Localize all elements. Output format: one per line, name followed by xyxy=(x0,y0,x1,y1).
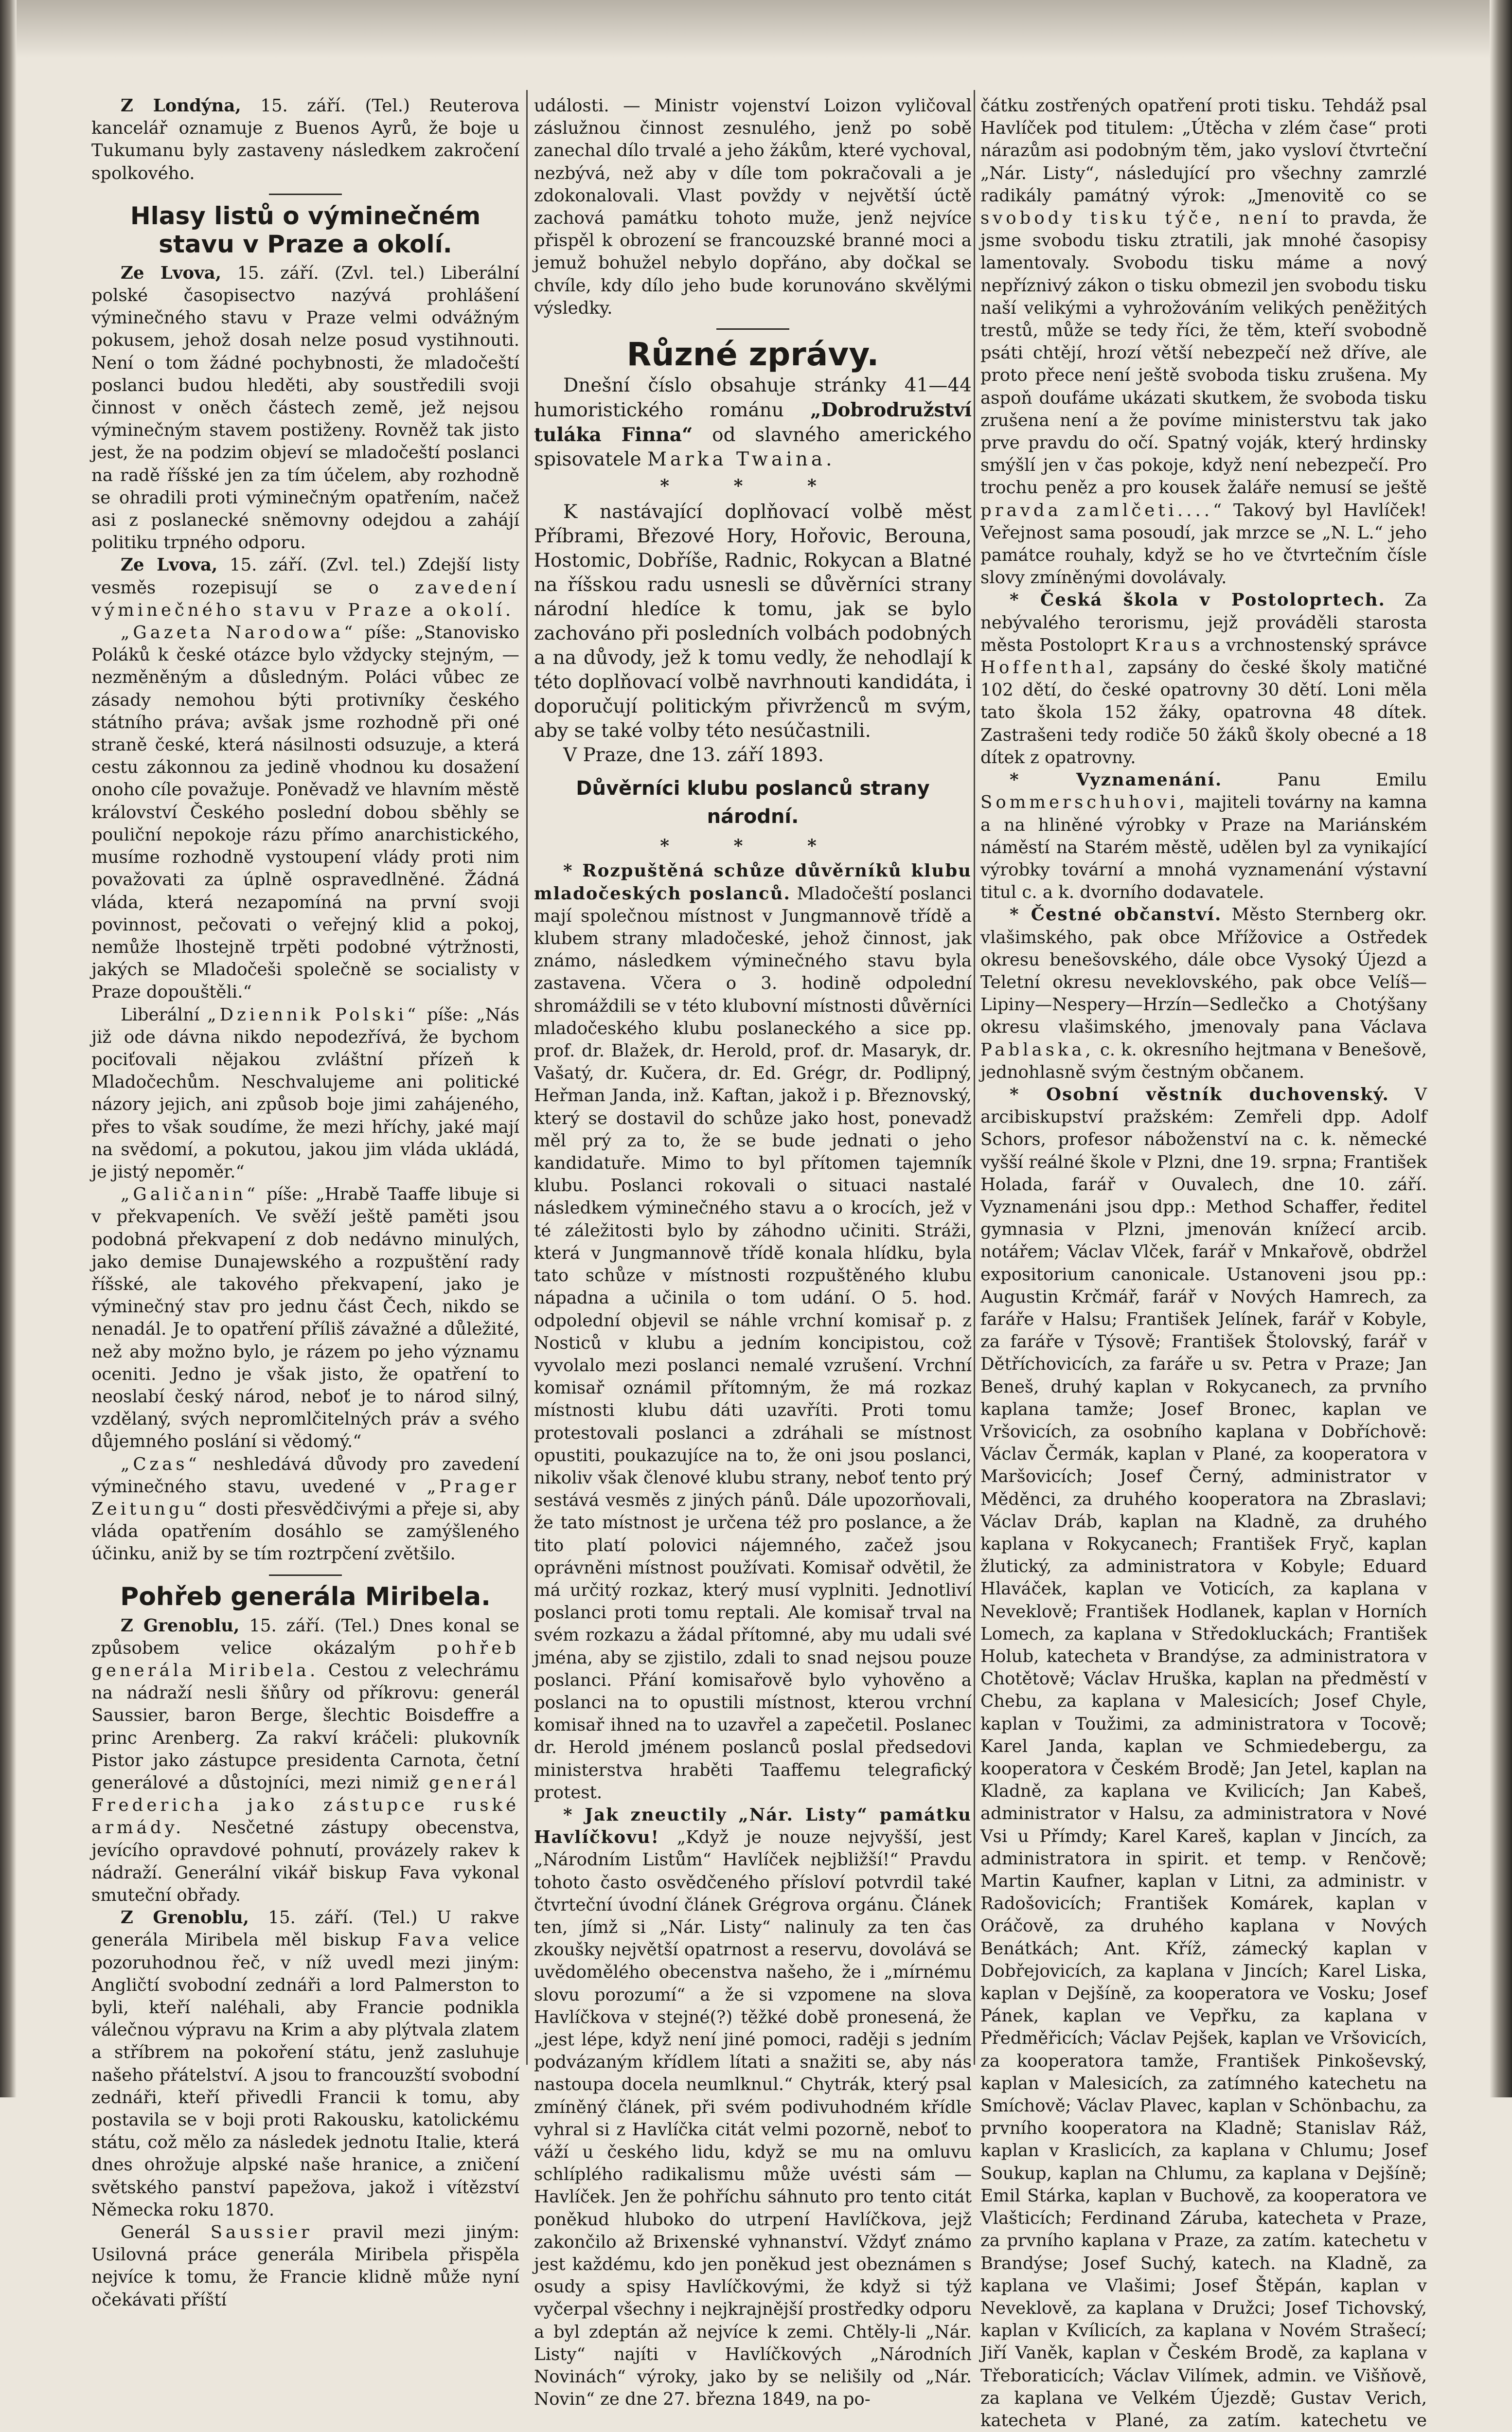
section-stars: * * * xyxy=(660,836,846,857)
quote-galicanin: „Galičanin“ píše: „Hrabě Taaffe libuje si v překvapeních. Ve svěží ještě paměti jsou podobná překvapení z dob nedávno minulých, jako demise Dunajewského a rozpuštění rady říšské, ale takového překvapení, jako je výminečný stav pro jednu část Čech, nikdo se nenadál. Je to opatření příliš závažné a důležité, než aby možno bylo, je rázem po jeho významu oceniti. Jedno je však jisto, že opatření to neoslabí český národ, neboť je to národ silný, vzdělaný, svých nepromlčitelných práv a svého důjemného poslání si vědomý.“ xyxy=(91,1184,519,1452)
article-dissolved-meeting: * Rozpuštěná schůze důvěrníků klubu mladočeských poslanců. Mladočeští poslanci mají společnou místnost v Jungmannově třídě a klubem strany mladočeské, jehož činnost, jak známo, následkem výminečného stavu byla zastavena. Včera o 3. hodině odpolední shromáždili se v této klubovní místnosti důvěrníci mladočeského klubu poslaneckého a sice pp. prof. dr. Blažek, dr. Herold, prof. dr. Masaryk, dr. Vašatý, dr. Kučera, dr. Ed. Grégr, dr. Podlipný, Heřman Janda, inž. Kaftan, jakož i p. Březnovský, který se dostavil do schůze jako host, ponevadž měl prý za to, že se bude jednati o jeho kandidatuře. Mimo to byl přítomen tajemník klubu. Poslanci rokovali o situaci nastalé následkem výminečného stavu a o krocích, jež v té záležitosti bylo by záhodno učiniti. Stráži, která v Jungmannově třídě konala hlídku, byla tato schůze v místnosti rozpuštěného klubu nápadna a učinila o tom udání. O 5. hod. odpolední objevil se náhle vrchní komisař p. z Nosticů v klubu a jedním koncipistou, což vyvolalo mezi poslanci nemalé vzrušení. Vrchní komisař oznámil přítomným, že má rozkaz místnosti klubu dáti uzavříti. Proti tomu protestovali poslanci a zdráhali se místnost opustiti, poukazujíce na to, že oni jsou poslanci, nikoliv však členové klubu strany, neboť tento prý sestává vesměs z jiných pánů. Dále upozorňovali, že tato místnost je určena též pro poslance, a že tito platí polovici nájemného, začež jsou oprávněni místnost používati. Komisař odvětil, že má určitý rozkaz, který musí vyplniti. Jednotliví poslanci proti tomu reptali. Ale komisař trval na svém rozkazu a žádal přítomné, aby mu udali své jména, aby se zjistilo, zdali to snad nejsou pouze poslanci. Přání komisařově bylo vyhověno a poslanci na to opustili místnost, kterou vrchní komisař ihned na to uzavřel a zapečetil. Poslanec dr. Herold jménem poslanců poslal předsedovi ministerstva hraběti Taaffemu telegrafický protest. xyxy=(534,861,972,1803)
quote-czas: „Czas“ neshledává důvody pro zavedení výminečného stavu, uvedené v „Prager Zeitungu“ dosti přesvědčivými a přeje si, aby vláda opatřením dosáhlo se zamýšleného účinku, aniž by se tím roztrpčení zvětšilo. xyxy=(91,1454,519,1564)
notice-signature: Důvěrníci klubu poslanců strany národní. xyxy=(576,777,930,828)
article-honorary-citizenship: * Čestné občanství. Město Sternberg okr. vlašimského, pak obce Mřížovice a Ostředek okresu benešovského, dále obce Vysoký Újezd a Teletní okresu neveklovského, pak obce Velíš—Lipiny—Nespery—Hrzín—Sedlečko a Chotýšany okresu vlašimského, jmenovaly pana Václava Pablaska, c. k. okresního hejtmana v Benešově, jednohlasně svým čestným občanem. xyxy=(980,905,1427,1082)
quote-gazeta-narodowa: „Gazeta Narodowa“ píše: „Stanovisko Poláků k české otázce bylo vždycky stejným, — nezměněným a důsledným. Poláci vůbec ze zásady nemohou býti protivníky českého státního práva; avšak jsme rozhodně při oné straně české, která násilnosti odsuzuje, a která cestu zákonnou za jedině vhodnou ku dosažení onoho cíle považuje. Poněvadž ve hlavním městě království Českého poslední dobou sběhly se pouliční nepokoje rázu přímo anarchistického, musíme rozhodně vystoupení vlády proti nim považovati za úplně ospravedlněné. Žádná vláda, která nezapomíná na první svoji povinnost, pečovati o veřejný klid a pokoj, nemůže lhostejně trpěti podobné výtržnosti, jakých se Mladočeši společně se socialisty v Praze dopouštěli.“ xyxy=(91,623,519,1002)
column-2 xyxy=(534,95,972,2410)
divider xyxy=(716,328,789,330)
headline-various-news: Různé zprávy. xyxy=(626,336,879,374)
column-3 xyxy=(980,95,1427,2431)
article-havlicek: * Jak zneuctily „Nár. Listy“ památku Havlíčkovu! „Když je nouze nejvyšší, jest „Národním Listům“ Havlíček nejbližší!“ Pravdu tohoto často osvědčeného přísloví potvrdil také čtvrteční úvodní článek Grégrova orgánu. Článek ten, jímž si „Nár. Listy“ nalinuly za ten čas zkoušky největší opatrnost a reservu, dovolává se uvědomělého obecenstva našeho, že i „mírnému slovu porozumí“ a že si vzpomene na slova Havlíčkova v stejné(?) těžké době pronesená, že „jest lépe, když není jiné pomoci, raději s jedním podvázaným křídlem lítati a snažiti se, aby nás nastoupa docela neumlknul.“ Chytrák, který psal zmíněný článek, při svém podivuhodném křídle vyhral si z Havlíčka citát velmi pozorně, neboť to váží u českého lidu, když se mu na omluvu schlíplého radikalismu může uvésti sám — Havlíček. Jen že pohříchu sáhnuto pro tento citát poněkud hluboko do utrpení Havlíčkova, jejž zakončilo až Brixenské vyhnanství. Vždyť známo jest každému, kdo jen poněkud jest obeznámen s osudy a spisy Havlíčkovými, že když si týž vyčerpal všechny i nejkrajnější prostředky odporu a byl zdeptán až nejvíce k zemi. Chtěly-li „Nár. Listy“ najíti v Havlíčkových „Národních Novinách“ výroky, jako by se nelišily od „Nár. Novin“ ze dne 27. března 1849, na po- xyxy=(534,1805,972,2410)
article-award: * Vyznamenání. Panu Emilu Sommerschuhovi, majiteli továrny na kamna a na hliněné výrobky v Praze na Mariánském náměstí na Starém městě, udělen byl za vynikající výrobky tovární a mnohá vyznamenání výstavní titul c. a k. dvorního dodavatele. xyxy=(980,770,1427,903)
divider xyxy=(269,1574,342,1576)
notice-date: V Praze, dne 13. září 1893. xyxy=(563,744,824,767)
article-continuation: události. — Ministr vojenství Loizon vyličoval záslužnou činnost zesnulého, jenž po sobě zanechal dílo trvalé a jeho žákům, které vychoval, nezbývá, než aby v díle tom pokračovali a je zdokonalovali. Vlast povždy v největší úctě zachová památku tohoto muže, jenž nejvíce přispěl k obrození se francouzské branné moci a jemuž bohužel nebylo dopřáno, aby dočkal se chvíle, kdy dílo jeho bude korunováno skvělými výsledky. xyxy=(534,96,972,318)
column-rule-1 xyxy=(526,90,528,2065)
quote-dziennik-polski: Liberální „Dziennik Polski“ píše: „Nás již ode dávna nikdo nepodezřívá, že bychom pociťovali nějakou zvláštní přízeň k Mladočechům. Neschvalujeme ani politické názory jejich, ani způsob boje jimi zahájeného, přes to však soudíme, že mezi hříchy, jaké mají na svědomí, a pokutou, jakou jim vláda ukládá, je jistý nepoměr.“ xyxy=(91,1004,520,1182)
headline-state-of-emergency: Hlasy listů o výminečném stavu v Praze a okolí. xyxy=(130,201,481,258)
page-left-edge xyxy=(0,0,17,2097)
headline-miribel-funeral: Pohřeb generála Miribela. xyxy=(120,1582,491,1611)
article-postoloprty-school: * Česká škola v Postoloprtech. Za nebývalého terorismu, jejž prováděli starosta města Postoloprt Kraus a vrchnostenský správce Hoffenthal, zapsány do české školy matičné 102 dětí, do české opatrovny 30 dětí. Loni měla tato škola 152 žáky, opatrovna 48 dítek. Zastrašeni tedy rodiče 50 žáků školy obecné a 18 dítek z opatrovny. xyxy=(980,590,1427,768)
article-lvov-1: Ze Lvova, 15. září. (Zvl. tel.) Liberální polské časopisectvo nazývá prohlášení výminečného stavu v Praze velmi odvážným pokusem, jehož dosah nelze posud vystihnouti. Není o tom žádné pochybnosti, že mladočeští poslanci budou hleděti, aby soustředili svoji činnost v oněch částech země, jež nejsou výminečným stavem postiženy. Rovněž tak jisto jest, že na podzim objeví se mladočeští poslanci na radě říšské jen za tím účelem, aby rozhodně se ohradili proti výminečným opatřením, načež asi z poslanecké sněmovny odejdou a zahájí politiku trpného odporu. xyxy=(91,263,519,553)
article-saussier: Generál Saussier pravil mezi jiným: Usilovná práce generála Miribela přispěla nejvíce k tomu, že Francie klidně může nyní očekávati příští xyxy=(91,2222,519,2310)
divider xyxy=(269,194,342,195)
article-london: Z Londýna, 15. září. (Tel.) Reuterova kancelář oznamuje z Buenos Ayrů, že boje u Tukumanu byly zastaveny následkem zakročení spolkového. xyxy=(91,96,519,183)
section-stars: * * * xyxy=(660,476,846,497)
article-clergy-news: * Osobní věstník duchovenský. V arcibiskupství pražském: Zemřeli dpp. Adolf Schors, profesor náboženství na c. k. německé vyšší reálné škole v Plzni, dne 19. srpna; František Holada, farář v Ouvalech, dne 10. září. Vyznamenáni jsou dpp.: Method Schaffer, ředitel gymnasia v Plzni, jmenován knížecí arcib. notářem; Václav Vlček, farář v Mnkařově, obdržel expositorium canonicale. Ustanoveni jsou pp.: Augustin Krčmář, farář v Nových Hamrech, za faráře v Halsu; František Jelínek, farář v Kobyle, za faráře v Týsově; František Štolovský, farář v Dětříchovicích, za faráře u sv. Petra v Praze; Jan Beneš, druhý kaplan v Rokycanech, za prvního kaplana tamže; Josef Bronec, kaplan ve Vršovicích, za osobního kaplana v Dobříchově: Václav Čermák, kaplan v Plané, za kooperatora v Maršovicích; Josef Černý, administrator v Měděnci, za druhého kooperatora na Zbraslavi; Václav Dráb, kaplan na Kladně, za druhého kaplana v Rokycanech; František Fryč, kaplan žlutický, za administratora v Kobyle; Eduard Hlaváček, kaplan ve Voticích, za kaplana v Neveklově; František Hodlanek, kaplan v Horních Lomech, za kaplana v Středokluckách; František Holub, katecheta v Brandýse, za administratora v Chotětově; Václav Hruška, kaplan na předměstí v Chebu, za kaplana v Malesicích; Josef Chyle, kaplan v Toužimi, za administratora v Tocově; Karel Janda, kaplan ve Schmiedebergu, za kooperatora v Českém Brodě; Jan Jetel, kaplan na Kladně, za kaplana ve Kvilicích; Jan Kabeš, administrator v Halsu, za administratora v Nové Vsi u Přímdy; Karel Kareš, kaplan v Jincích, za administratora in spirit. et temp. v Renčově; Martin Kaufner, kaplan v Litni, za administr. v Radošovicích; František Komárek, kaplan v Oráčově, za druhého kaplana v Nových Benátkách; Ant. Kříž, zámecký kaplan v Dobřejovicích, za kaplana v Jincích; Karel Liska, kaplan v Dejšíně, za kooperatora ve Vosku; Josef Pánek, kaplan ve Vepřku, za kaplana v Předměřicích; Václav Pejšek, kaplan ve Vršovicích, za kooperatora tamže, František Pinkoševský, kaplan v Malesicích, za zatímného katechetu na Smíchově; Václav Plavec, kaplan v Schönbachu, za prvního kooperatora na Kladně; Stanislav Ráž, kaplan v Kraslicích, za kaplana v Chlumu; Josef Soukup, kaplan na Chlumu, za kaplana v Dejšíně; Emil Stárka, kaplan v Buchově, za kooperatora ve Vlašticích; Ferdinand Záruba, katecheta v Praze, za prvního kaplana v Praze, za zatím. katechetu v Brandýse; Josef Suchý, katech. na Kladně, za kaplana ve Vlašimi; Josef Štěpán, kaplan v Neveklově, za kaplana v Družci; Josef Tichovský, kaplan v Kvílicích, za kaplana v Novém Strašecí; Jiří Vaněk, kaplan v Českém Brodě, za kaplana v Třeboraticích; Václav Vilímek, admin. ve Višňově, za kaplana ve Velkém Újezdě; Gustav Verich, katecheta v Plané, za zatím. katechetu ve xyxy=(980,1084,1427,2431)
page-top-shading xyxy=(0,0,1512,58)
page-right-edge xyxy=(1490,0,1512,2097)
notice-novel-pages: Dnešní číslo obsahuje stránky 41—44 humoristického románu „Dobrodružství tuláka Finna“ od slavného amerického spisovatele Marka Twaina. xyxy=(534,375,972,471)
article-havlicek-continuation: čátku zostřených opatření proti tisku. Tehdáž psal Havlíček pod titulem: „Útěcha v zlém čase“ proti nárazům asi podobným těm, jako vysloví čtvrteční „Nár. Listy“, následující pro všechny zamrzlé radikály památný výrok: „Jmenovitě co se svobody tisku týče, není to pravda, že jsme svobodu tisku ztratili, jak mnohé časopisy lamentovaly. Svobodu tisku máme a nový nepříznivý zákon o tisku obmezil jen svobodu tisku naší velikými a vyhrožováním velikých peněžitých trestů, může se tedy říci, že těm, kteří svobodně psáti chtějí, hrozí větší nebezpečí než dříve, ale proto přece není ještě svoboda tisku zrušena. My aspoň doufáme ukázati skutkem, že svoboda tisku zrušena není a že povíme ministerstvu tak jako prve pravdu do očí. Spatný voják, který hrdinsky smýšlí jen v čas pokoje, když není nebezpečí. Pro trochu peněz a pro kousek žaláře nemusí se ještě pravda zamlčeti....“ Takový byl Havlíček! Veřejnost sama posoudí, jak mrzce se „N. L.“ jeho památce rouhaly, když se ho ve čtvrtečním čísle slovy zmíněnými dovolávaly. xyxy=(980,96,1427,588)
notice-by-election: K nastávající doplňovací volbě měst Příbrami, Březové Hory, Hořovic, Berouna, Hostomic, Dobříše, Radnic, Rokycan a Blatné na říšskou radu usnesli se důvěrníci strany národní hledíce k tomu, jak se bylo zachováno při posledních volbách podobných a na důvody, jež k tomu vedly, že nehodlají k této doplňovací volbě navrhnouti kandidáta, i doporučují politickým přivrženců m svým, aby se také volby této nesúčastnili. xyxy=(534,501,972,742)
article-grenoble-2: Z Grenoblu, 15. září. (Tel.) U rakve generála Miribela měl biskup Fava velice pozoruhodnou řeč, v níž uvedl mezi jiným: Angličtí svobodní zednáři a lord Palmerston to byli, kteří naléhali, aby Francie podnikla válečnou výpravu na Krim a aby plýtvala zlatem a stříbrem na pokoření státu, jenž zasluhuje našeho přátelství. A jsou to francouzští svobodní zednáři, kteří přivedli Francii k tomu, aby postavila se v boji proti Rakousku, katolickému státu, což mělo za následek jednotu Italie, která dnes ohrožuje alpské naše hranice, a zničení světského panství papežova, jakož i vítězství Německa roku 1870. xyxy=(91,1908,519,2220)
article-lvov-2: Ze Lvova, 15. září. (Zvl. tel.) Zdejší listy vesměs rozepisují se o zavedení výminečného stavu v Praze a okolí. xyxy=(91,555,519,620)
column-1 xyxy=(91,95,520,2310)
article-grenoble-1: Z Grenoblu, 15. září. (Tel.) Dnes konal se způsobem velice okázalým pohřeb generála Miribela. Cestou z velechrámu na nádraží nesli šňůry od příkrovu: generál Saussier, baron Berge, šlechtic Boisdeffre a princ Arenberg. Za rakví kráčeli: plukovník Pistor jako zástupce presidenta Carnota, četní generálové a důstojníci, mezi nimiž generál Fredericha jako zástupce ruské armády. Nesčetné zástupy obecenstva, jevícího opravdové pohnutí, provázely rakev k nádraží. Generální vikář biskup Fava vykonal smuteční obřady. xyxy=(91,1615,520,1906)
column-rule-2 xyxy=(974,90,975,2065)
